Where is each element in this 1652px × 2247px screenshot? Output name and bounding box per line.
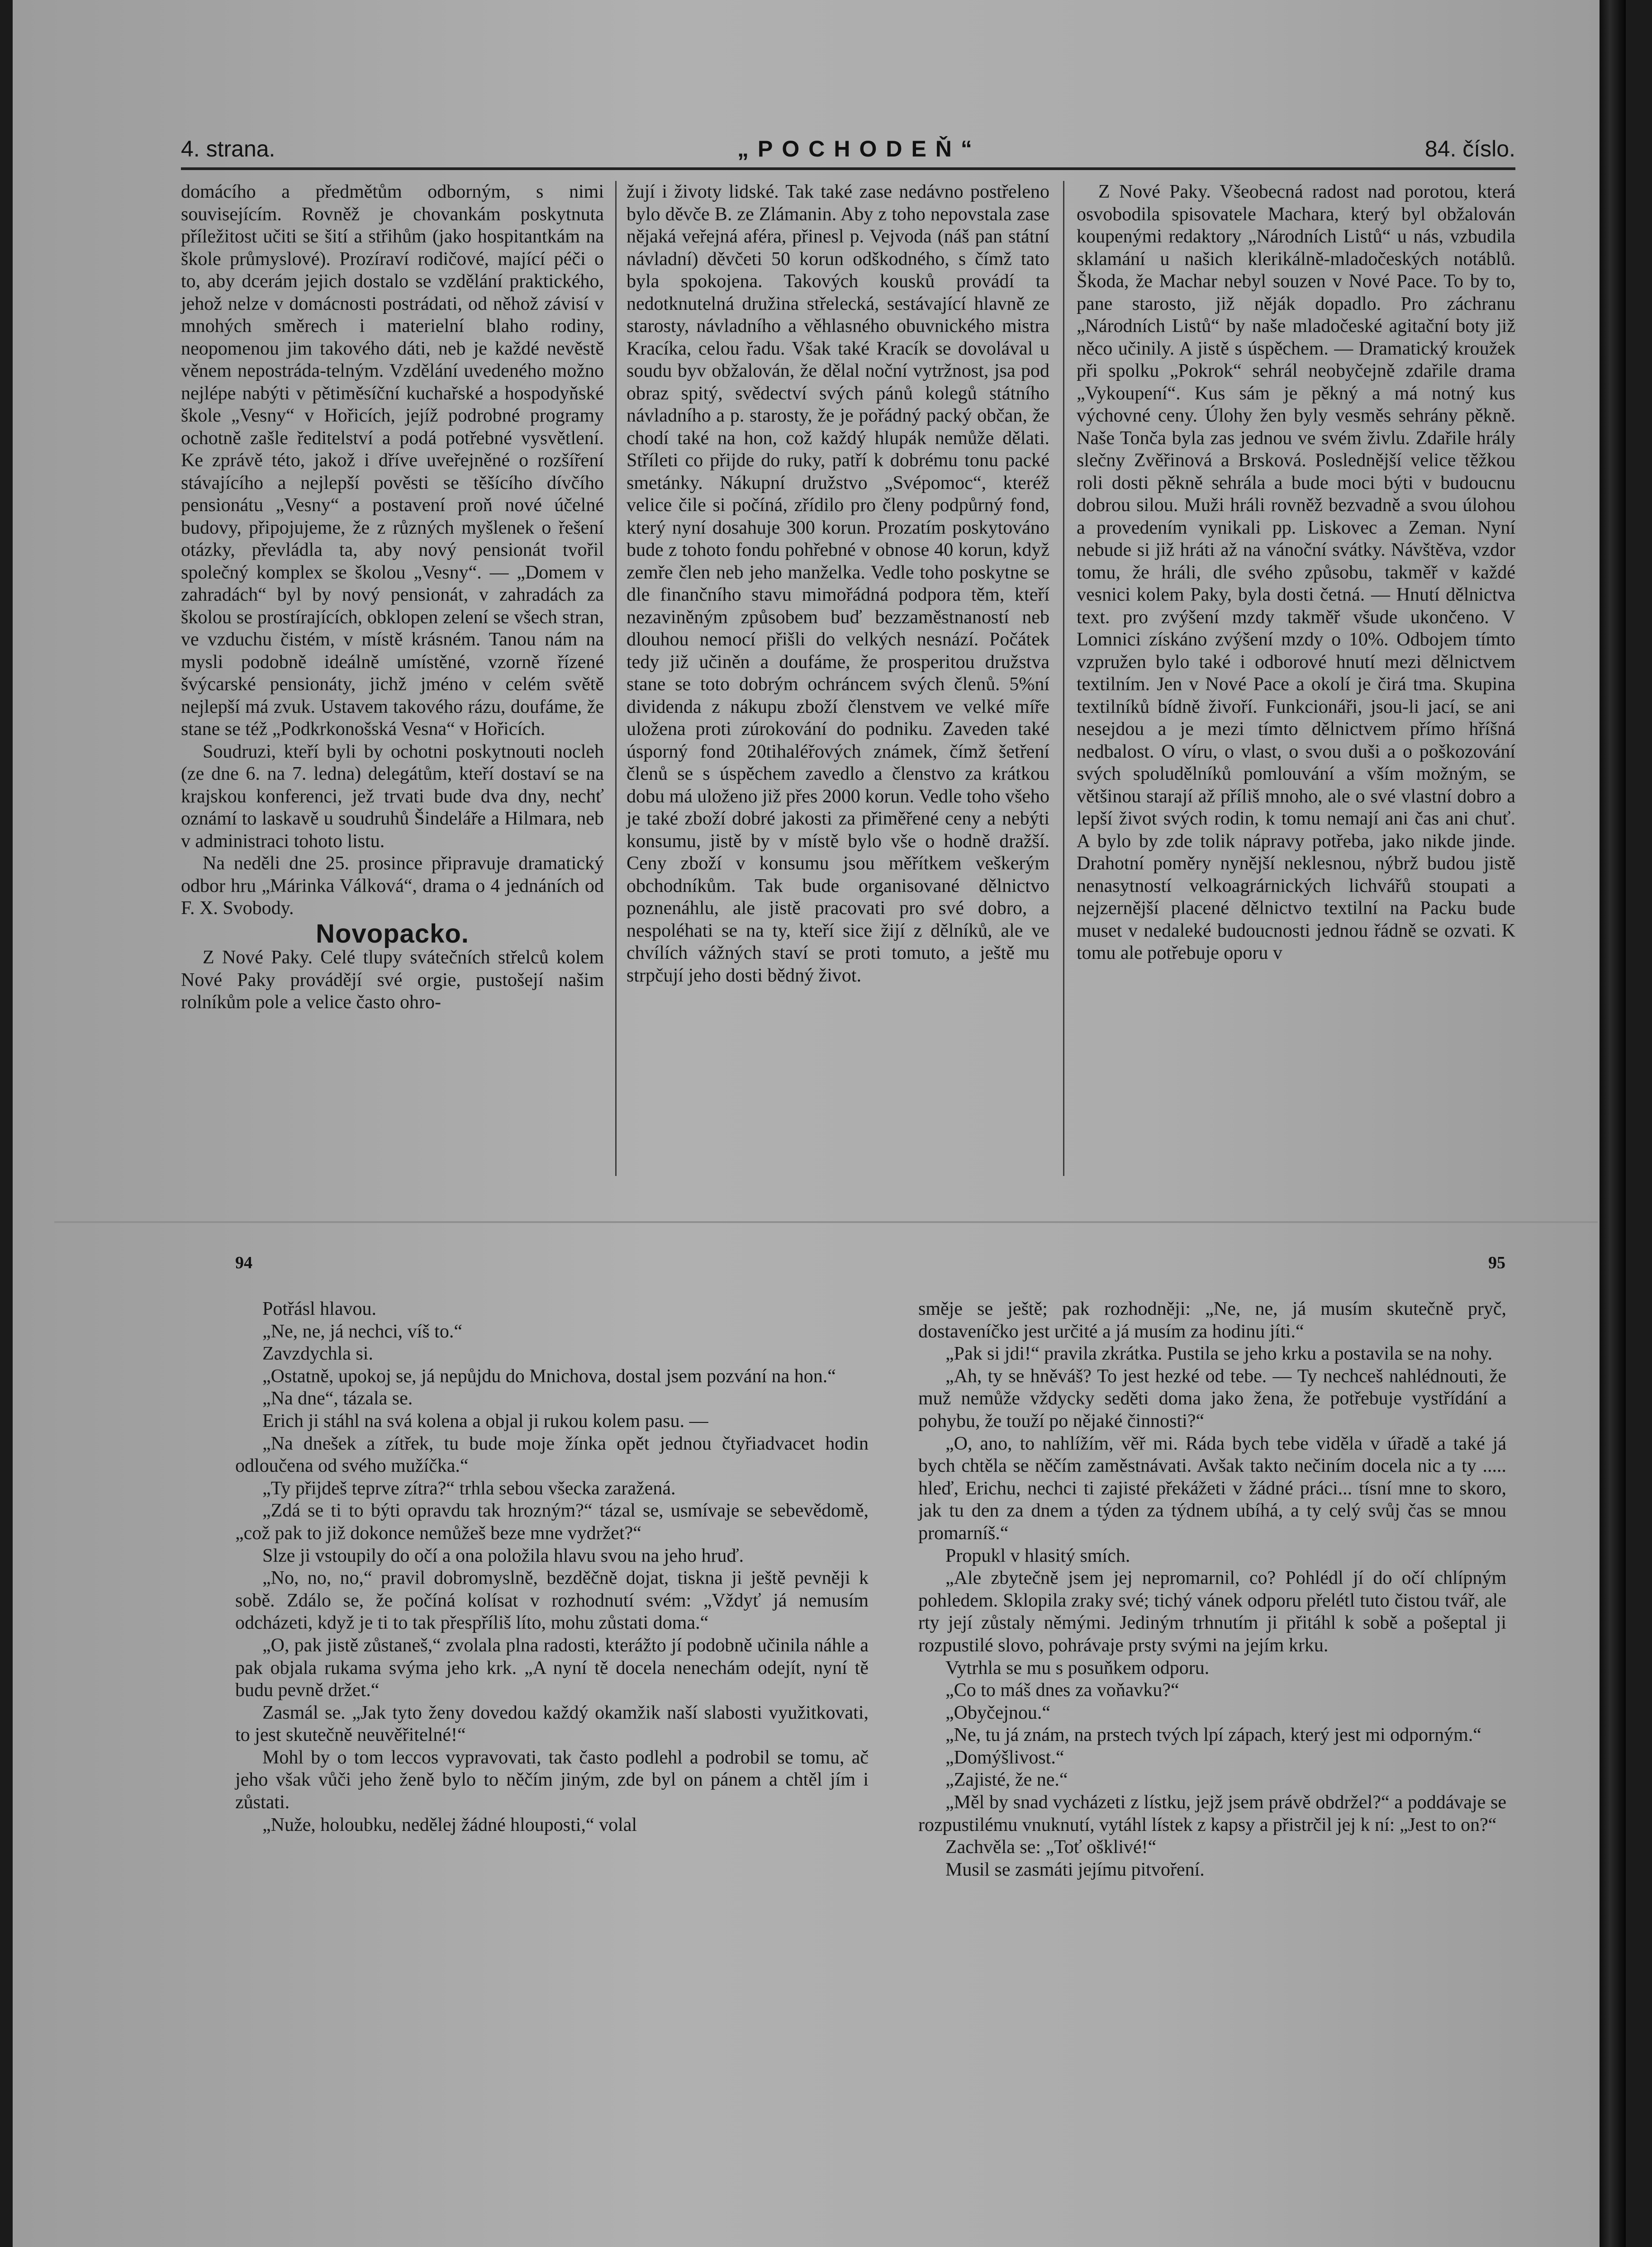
newspaper-title: „POCHODEŇ“ — [737, 136, 981, 161]
issue-number: 84. číslo. — [1424, 136, 1515, 161]
paragraph: Zasmál se. „Jak tyto ženy dovedou každý okamžik naší slabosti využitkovati, to jest skutečně neuvěřitelné!“ — [235, 1702, 869, 1746]
book-page-number-left: 94 — [235, 1253, 252, 1272]
page-label: 4. strana. — [181, 136, 275, 161]
paragraph: „Na dnešek a zítřek, tu bude moje žínka opět jednou čtyřiadvacet hodin odloučena od svého mužíčka.“ — [235, 1433, 869, 1477]
paragraph: Zavzdychla si. — [262, 1343, 373, 1365]
paragraph: domácího a předmětům odborným, s nimi souvisejícím. Rovněž je chovankám poskytnuta příležitost učiti se šití a střihům (jako hospitantkám na škole průmyslové). Prozíraví rodičové, mající péči o to, aby dcerám jejich dostalo se vzdělání praktického, jehož nelze v domácnosti postrádati, od něhož závisí v mnohých směrech i materielní blaho rodiny, neopomenou jim takového dáti, neb je každé nevěstě věnem nepostráda-telným. Vzdělání uvedeného možno nejlépe nabýti v pětiměsíční kuchařské a hospodyňské škole „Vesny“ v Hořicích, jejíž podrobné programy ochotně zašle ředitelství a podá potřebné vysvětlení. Ke zprávě této, jakož i dříve uveřejněné o rozšíření stávajícího a nejlepší pověsti se těšícího dívčího pensionátu „Vesny“ a postavení proň nové účelné budovy, připojujeme, že z různých myšlenek o řešení otázky, převládla ta, aby nový pensionát tvořil společný komplex se školou „Vesny“. — „Domem v zahradách“ byl by nový pensionát, v zahradách za školou se prostírajících, obklopen zelení se všech stran, ve vzduchu čistém, v místě krásném. Tanou nám na mysli podobně ideálně umístěné, vzorně řízené švýcarské pensionáty, jichž jméno v celém světě nejlepší má zvuk. Ustavem takového rázu, doufáme, že stane se též „Podkrkonošská Vesna“ v Hořicích. — [181, 181, 604, 740]
column-divider-2 — [1063, 181, 1064, 1176]
header-rule — [181, 167, 1515, 170]
paragraph: „Na dne“, tázala se. — [262, 1388, 413, 1409]
paragraph: Slze ji vstoupily do očí a ona položila hlavu svou na jeho hruď. — [262, 1545, 744, 1566]
paragraph: „Pak si jdi!“ pravila zkrátka. Pustila se jeho krku a postavila se na nohy. — [945, 1343, 1493, 1365]
paragraph: Zachvěla se: „Toť ošklivé!“ — [945, 1837, 1157, 1858]
column-2 — [627, 181, 1049, 987]
paragraph: směje se ještě; pak rozhodněji: „Ne, ne, já musím skutečně pryč, dostaveníčko jest určité a já musím za hodinu jíti.“ — [918, 1299, 1506, 1342]
paragraph: Erich ji stáhl na svá kolena a objal ji rukou kolem pasu. — — [262, 1410, 708, 1432]
paragraph: „Ale zbytečně jsem jej nepromarnil, co? Pohlédl jí do očí chlípným pohledem. Sklopila zraky své; tichý vánek odporu přelétl tuto čistou tvář, ale rty její zůstaly němými. Jediným trhnutím ji přitáhl k sobě a pošeptal ji rozpustilé slovo, pohrávaje prsty svými na jejím krku. — [918, 1568, 1506, 1656]
paragraph: „Co to máš dnes za voňavku?“ — [945, 1680, 1179, 1701]
page-edge-shadow — [1600, 0, 1626, 2247]
book-page-number-right: 95 — [1488, 1253, 1505, 1272]
paragraph: „Ty přijdeš teprve zítra?“ trhla sebou všecka zaražená. — [262, 1478, 676, 1499]
paragraph: „Měl by snad vycházeti z lístku, jejž jsem právě obdržel?“ a poddávaje se rozpustilému vnuknutí, vytáhl lístek z kapsy a přistrčil jej k ní: „Jest to on?“ — [918, 1792, 1506, 1835]
paragraph: „O, ano, to nahlížím, věř mi. Ráda bych tebe viděla v úřadě a také já bych chtěla se něčím zaměstnávati. Avšak takto nečiním docela nic a ty ..... hleď, Erichu, nechci ti zajisté překážeti v žádné práci... tísní mne to skoro, jak tu den za dnem a týden za týdnem ubíhá, a ty celý svůj čas se mnou promarníš.“ — [918, 1433, 1506, 1544]
paragraph: „Nuže, holoubku, nedělej žádné hlouposti,“ volal — [262, 1814, 637, 1835]
paragraph: „Ne, ne, já nechci, víš to.“ — [262, 1321, 462, 1342]
paragraph: „Domýšlivost.“ — [945, 1747, 1064, 1768]
book-page-right — [918, 1298, 1506, 1881]
page-divider — [54, 1221, 1598, 1223]
paragraph: Potřásl hlavou. — [262, 1299, 376, 1319]
paragraph: Z Nové Paky. Celé tlupy svátečních střelců kolem Nové Paky provádějí své orgie, pustošejí našim rolníkům pole a velice často ohro- — [181, 947, 604, 1013]
running-head — [181, 127, 1515, 167]
paragraph: „Zajisté, že ne.“ — [945, 1769, 1068, 1791]
paragraph: Z Nové Paky. Všeobecná radost nad porotou, která osvobodila spisovatele Machara, který byl obžalován koupenými redaktory „Národních Listů“ u nás, vzbudila sklamání u našich klerikálně-mladočeských notáblů. Škoda, že Machar nebyl souzen v Nové Pace. To by to, pane starosto, již něják dopadlo. Pro záchranu „Národních Listů“ by naše mladočeské agitační boty již něco učinily. A jistě s úspěchem. — Dramatický kroužek při spolku „Pokrok“ sehrál neobyčejně zdařile drama „Vykoupení“. Kus sám je pěkný a má notný kus výchovné ceny. Úlohy žen byly vesměs sehrány pěkně. Naše Tonča byla zas jednou ve svém živlu. Zdařile hrály slečny Zvěřinová a Brsková. Poslednější velice těžkou roli dosti pěkně sehrála a bude moci býti v budoucnu dobrou silou. Muži hráli rovněž bezvadně a svou úlohou a provedením vynikali pp. Liskovec a Zeman. Nyní nebude si již hráti až na vánoční svátky. Návštěva, vzdor tomu, že hráli, dle svého způsobu, takměř v každé vesnici kolem Paky, byla dosti četná. — Hnutí dělnictva text. pro zvýšení mzdy takměř všude ukončeno. V Lomnici získáno zvýšení mzdy o 10%. Odbojem tímto vzpružen bylo také i odborové hnutí mezi dělnictvem textilním. Jen v Nové Pace a okolí je čirá tma. Skupina textilníků bídně živoří. Funkcionáři, jsou-li jací, se ani nesejdou a je mezi tímto dělnictvem přímo hříšná nedbalost. O víru, o vlast, o svou duši a o poškozování svých spoludělníků pomlouvání a vším možným, se většinou starají až příliš mnoho, ale o své vlastní dobro a lepší život svých rodin, k tomu nemají ani čas ani chuť. A bylo by zde tolik nápravy potřeba, jako nikde jinde. Drahotní poměry nynější neklesnou, nýbrž budou jistě nenasytností velkoagrárnických lichvářů stoupati a nejzernější placené dělnictvo textilní na Packu bude muset v nedaleké budoucnosti jednou řádně se ozvati. K tomu ale potřebuje oporu v — [1077, 181, 1515, 963]
paragraph: „O, pak jistě zůstaneš,“ zvolala plna radosti, kterážto jí podobně učinila náhle a pak objala rukama svýma jeho krk. „A nyní tě docela nenechám odejít, nyní tě budu pevně držet.“ — [235, 1635, 869, 1701]
paragraph: „Ah, ty se hněváš? To jest hezké od tebe. — Ty nechceš nahlédnouti, že muž nemůže vždycky seděti doma jako žena, že potřebuje vystřídání a pohybu, že touží po nějaké činnosti?“ — [918, 1365, 1506, 1432]
column-1 — [181, 181, 604, 1014]
paragraph: „Ostatně, upokoj se, já nepůjdu do Mnichova, dostal jsem pozvání na hon.“ — [262, 1365, 836, 1387]
paragraph: Musil se zasmáti jejímu pitvoření. — [945, 1859, 1205, 1880]
paragraph: „No, no, no,“ pravil dobromyslně, bezděčně dojat, tiskna ji ještě pevněji k sobě. Zdálo se, že počíná kolísat v rozhodnutí svém: „Vždyť já nemusím odcházeti, když je ti to tak přespříliš líto, mohu zůstati doma.“ — [235, 1568, 869, 1634]
section-heading: Novopacko. — [316, 919, 469, 948]
paragraph: Propukl v hlasitý smích. — [945, 1545, 1130, 1566]
paragraph: Soudruzi, kteří byli by ochotni poskytnouti nocleh (ze dne 6. na 7. ledna) delegátům, kteří dostaví se na krajskou konferenci, jež trvati bude dva dny, nechť oznámí to laskavě u soudruhů Šindeláře a Hilmara, neb v administraci tohoto listu. — [181, 741, 604, 852]
paragraph: Na neděli dne 25. prosince připravuje dramatický odbor hru „Márinka Válková“, drama o 4 jednáních od F. X. Svobody. — [181, 853, 604, 919]
column-divider-1 — [615, 181, 617, 1176]
paragraph: „Ne, tu já znám, na prstech tvých lpí zápach, který jest mi odporným.“ — [945, 1725, 1481, 1746]
paragraph: Mohl by o tom leccos vypravovati, tak často podlehl a podrobil se tomu, ač jeho však vůči jeho ženě bylo to něčím jiným, zde byl on pánem a chtěl jím i zůstati. — [235, 1747, 869, 1813]
paragraph: žují i životy lidské. Tak také zase nedávno postřeleno bylo děvče B. ze Zlámanin. Aby z toho nepovstala zase nějaká veřejná aféra, přinesl p. Vejvoda (náš pan státní návladní) děvčeti 50 korun odškodného, s čímž tato byla spokojena. Takových kousků provádí ta nedotknutelná družina střelecká, sestávající hlavně ze starosty, návladního a věhlasného obuvnického mistra Kracíka, celou řadu. Však také Kracík se dovolával u soudu byv obžalován, že dělal noční vytržnost, jsa pod obraz spitý, svědectví svých pánů kolegů státního návladního a p. starosty, že je pořádný packý občan, že chodí také na hon, což každý hlupák nemůže dělati. Stříleti co přijde do ruky, patří k dobrému tonu packé smetánky. Nákupní družstvo „Svépomoc“, kteréž velice čile si počíná, zřídilo pro členy podpůrný fond, který nyní dosahuje 300 korun. Prozatím poskytováno bude z tohoto fondu pohřebné v obnose 40 korun, když zemře člen neb jeho manželka. Vedle toho poskytne se dle finančního stavu mimořádná podpora těm, kteří nezaviněným způsobem buď bezzaměstnaností neb dlouhou nemocí přišli do velkých nesnází. Počátek tedy již učiněn a doufáme, že prosperitou družstva stane se toto dobrým ochráncem svých členů. 5%ní dividenda z nákupu zboží členstvem ve velké míře uložena proti zúrokování do podniku. Zaveden také úsporný fond 20tihaléřových známek, čímž šetření členů se s úspěchem zavedlo a členstvo za krátkou dobu má uloženo již přes 2000 korun. Vedle toho všeho je také zboží dobré jakosti za přiměřené ceny a nebýti konsumu, jistě by v místě bylo vše o hodně dražší. Ceny zboží v konsumu jsou měřítkem veškerým obchodníkům. Tak bude organisované dělnictvo poznenáhlu, ale jistě pracovati pro své dobro, a nespoléhati se na ty, kteří sice žijí z dělníků, ale ve chvílích vážných staví se proti tomuto, a ještě mu strpčují jeho dosti bědný život. — [627, 181, 1049, 986]
paragraph: Vytrhla se mu s posuňkem odporu. — [945, 1657, 1210, 1678]
paragraph: „Obyčejnou.“ — [945, 1702, 1051, 1723]
column-3 — [1077, 181, 1515, 965]
book-page-left — [235, 1298, 869, 1836]
paragraph: „Zdá se ti to býti opravdu tak hrozným?“ tázal se, usmívaje se sebevědomě, „což pak to již dokonce nemůžeš beze mne vydržet?“ — [235, 1500, 869, 1544]
